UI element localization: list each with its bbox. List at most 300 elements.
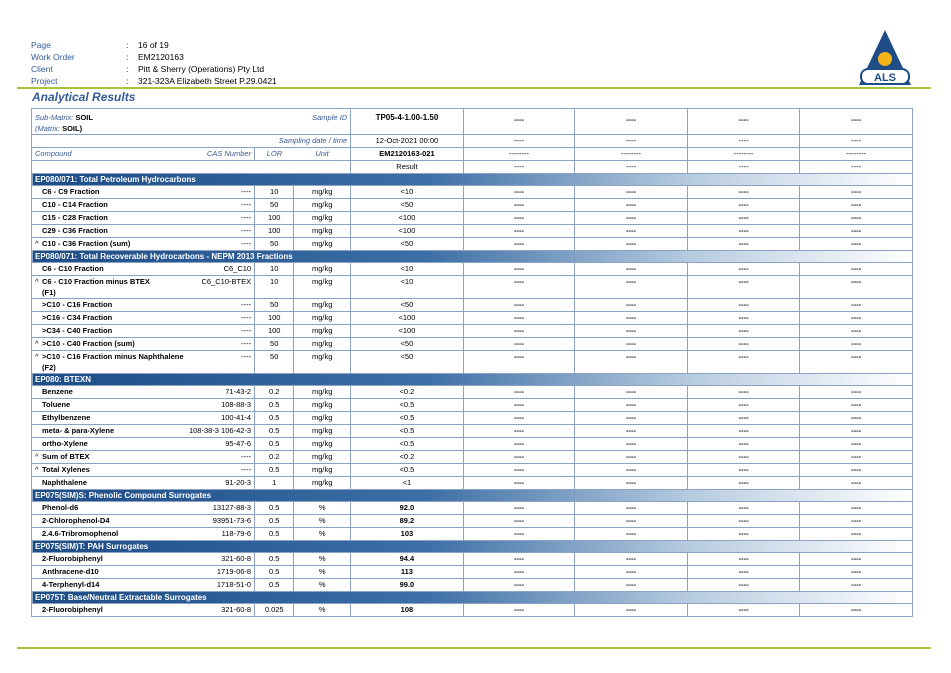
- result-value: <10: [351, 186, 464, 199]
- empty-result: ----: [463, 399, 575, 412]
- column-header-row: [32, 148, 913, 161]
- empty-result: ----: [463, 553, 575, 566]
- compound-cell: [32, 502, 117, 515]
- result-value: 103: [351, 528, 464, 541]
- result-value: <0.5: [351, 399, 464, 412]
- empty-date: ----: [463, 135, 575, 148]
- empty-result: ----: [800, 515, 913, 528]
- cas-number: C6_C10-BTEX: [116, 276, 254, 299]
- empty-result-header: ----: [800, 161, 913, 174]
- empty-date: ----: [575, 135, 688, 148]
- header-value: EM2120163: [138, 52, 184, 62]
- lab-id-value: EM2120163-021: [351, 148, 464, 161]
- unit-value: mg/kg: [294, 299, 351, 312]
- lor-value: 0.2: [255, 386, 294, 399]
- unit-value: %: [294, 515, 351, 528]
- header-label: Work Order: [31, 52, 75, 62]
- lor-value: 50: [255, 238, 294, 251]
- empty-result: ----: [800, 263, 913, 276]
- cas-number: ----: [116, 464, 254, 477]
- report-header: [31, 40, 277, 88]
- lor-value: 0.2: [255, 451, 294, 464]
- empty-result: ----: [575, 579, 688, 592]
- compound-name: C15 - C28 Fraction: [42, 213, 108, 222]
- unit-value: mg/kg: [294, 351, 351, 374]
- cas-number: 93951-73-6: [116, 515, 254, 528]
- empty-result: ----: [463, 186, 575, 199]
- empty-result: ----: [687, 528, 800, 541]
- compound-name-line2: (F1): [42, 288, 56, 297]
- compound-cell: [32, 325, 117, 338]
- unit-value: %: [294, 528, 351, 541]
- empty-result: ----: [687, 425, 800, 438]
- empty-result: ----: [800, 399, 913, 412]
- cas-number: 91-20-3: [116, 477, 254, 490]
- cas-number: 321-60-8: [116, 553, 254, 566]
- section-title: EP080/071: Total Petroleum Hydrocarbons: [32, 174, 913, 186]
- result-value: <0.5: [351, 412, 464, 425]
- result-value: <50: [351, 238, 464, 251]
- empty-result: ----: [463, 438, 575, 451]
- section-title: EP075(SIM)S: Phenolic Compound Surrogates: [32, 490, 913, 502]
- result-value: <0.5: [351, 425, 464, 438]
- empty-result: ----: [687, 386, 800, 399]
- result-header-spacer: [32, 161, 351, 174]
- page-title: Analytical Results: [32, 90, 136, 104]
- unit-value: mg/kg: [294, 477, 351, 490]
- table-row: [32, 338, 913, 351]
- lor-value: 100: [255, 312, 294, 325]
- lor-value: 50: [255, 299, 294, 312]
- compound-cell: [32, 438, 117, 451]
- empty-result: ----: [463, 464, 575, 477]
- compound-name: 2-Chlorophenol-D4: [42, 516, 110, 525]
- table-row: [32, 477, 913, 490]
- als-logo: [855, 28, 915, 88]
- result-header-row: [32, 161, 913, 174]
- table-row: [32, 515, 913, 528]
- result-value: <100: [351, 225, 464, 238]
- compound-cell: [32, 199, 117, 212]
- table-row: [32, 263, 913, 276]
- empty-result: ----: [687, 464, 800, 477]
- empty-result: ----: [687, 338, 800, 351]
- result-header: Result: [351, 161, 464, 174]
- lor-value: 100: [255, 325, 294, 338]
- empty-lab-id: --------: [463, 148, 575, 161]
- empty-result: ----: [463, 338, 575, 351]
- empty-result-header: ----: [575, 161, 688, 174]
- unit-value: mg/kg: [294, 438, 351, 451]
- compound-name: Sum of BTEX: [42, 452, 90, 461]
- cas-number: ----: [116, 212, 254, 225]
- cas-number: 1718-51-0: [116, 579, 254, 592]
- unit-value: mg/kg: [294, 212, 351, 225]
- table-row: [32, 399, 913, 412]
- compound-header: Compound: [32, 148, 117, 161]
- empty-date: ----: [687, 135, 800, 148]
- empty-result: ----: [575, 566, 688, 579]
- empty-result: ----: [463, 451, 575, 464]
- table-row: [32, 451, 913, 464]
- compound-cell: [32, 604, 117, 617]
- lor-value: 0.5: [255, 438, 294, 451]
- table-row: [32, 579, 913, 592]
- compound-name: ortho-Xylene: [42, 439, 88, 448]
- compound-cell: [32, 528, 117, 541]
- unit-value: mg/kg: [294, 186, 351, 199]
- empty-result: ----: [575, 477, 688, 490]
- empty-result: ----: [800, 604, 913, 617]
- empty-result: ----: [575, 386, 688, 399]
- empty-result: ----: [575, 438, 688, 451]
- compound-name: C10 - C36 Fraction (sum): [42, 239, 131, 248]
- empty-result: ----: [463, 263, 575, 276]
- empty-result: ----: [687, 238, 800, 251]
- sampling-label: Sampling date / time: [32, 135, 351, 148]
- compound-cell: [32, 477, 117, 490]
- unit-value: mg/kg: [294, 238, 351, 251]
- empty-result: ----: [463, 515, 575, 528]
- empty-result: ----: [687, 412, 800, 425]
- empty-result: ----: [575, 212, 688, 225]
- compound-name: Anthracene-d10: [42, 567, 99, 576]
- unit-value: %: [294, 553, 351, 566]
- empty-result: ----: [800, 351, 913, 374]
- empty-sample-id: ----: [463, 109, 575, 135]
- empty-result: ----: [463, 276, 575, 299]
- compound-cell: [32, 186, 117, 199]
- empty-result: ----: [463, 225, 575, 238]
- empty-result: ----: [687, 225, 800, 238]
- empty-result: ----: [575, 186, 688, 199]
- empty-result-header: ----: [687, 161, 800, 174]
- lor-value: 50: [255, 199, 294, 212]
- compound-cell: [32, 263, 117, 276]
- unit-value: %: [294, 604, 351, 617]
- header-value: Pitt & Sherry (Operations) Pty Ltd: [138, 64, 265, 74]
- unit-value: mg/kg: [294, 425, 351, 438]
- table-row: [32, 425, 913, 438]
- cas-number: ----: [116, 325, 254, 338]
- empty-result: ----: [687, 502, 800, 515]
- cas-number: ----: [116, 238, 254, 251]
- lor-value: 0.5: [255, 412, 294, 425]
- cas-number: 71-43-2: [116, 386, 254, 399]
- section-header: [32, 174, 913, 186]
- compound-name: C29 - C36 Fraction: [42, 226, 108, 235]
- lor-value: 10: [255, 186, 294, 199]
- unit-value: mg/kg: [294, 464, 351, 477]
- result-value: <50: [351, 351, 464, 374]
- compound-name: Benzene: [42, 387, 73, 396]
- table-row: [32, 412, 913, 425]
- empty-result: ----: [575, 515, 688, 528]
- table-row: [32, 312, 913, 325]
- header-colon: :: [126, 76, 129, 86]
- header-row-client: [31, 64, 277, 76]
- header-label: Project: [31, 76, 58, 86]
- unit-value: mg/kg: [294, 399, 351, 412]
- table-row: [32, 199, 913, 212]
- cas-header: CAS Number: [116, 148, 254, 161]
- submatrix-label: Sub-Matrix:: [35, 113, 74, 122]
- empty-result: ----: [575, 451, 688, 464]
- result-value: <100: [351, 212, 464, 225]
- empty-sample-id: ----: [687, 109, 800, 135]
- compound-cell: [32, 451, 117, 464]
- empty-result: ----: [575, 553, 688, 566]
- lor-value: 0.5: [255, 579, 294, 592]
- empty-result: ----: [463, 502, 575, 515]
- result-value: <10: [351, 263, 464, 276]
- table-row: [32, 186, 913, 199]
- empty-result: ----: [575, 604, 688, 617]
- empty-result: ----: [800, 425, 913, 438]
- result-value: <50: [351, 338, 464, 351]
- compound-cell: [32, 553, 117, 566]
- empty-result: ----: [463, 412, 575, 425]
- compound-cell: [32, 425, 117, 438]
- empty-result: ----: [687, 438, 800, 451]
- header-colon: :: [126, 40, 129, 50]
- result-value: <50: [351, 199, 464, 212]
- section-header: [32, 541, 913, 553]
- table-row: [32, 238, 913, 251]
- cas-number: 1719-06-8: [116, 566, 254, 579]
- unit-value: mg/kg: [294, 325, 351, 338]
- compound-name: C6 - C9 Fraction: [42, 187, 100, 196]
- result-value: 94.4: [351, 553, 464, 566]
- sampling-date-value: 12-Oct-2021 00:00: [351, 135, 464, 148]
- empty-result: ----: [687, 351, 800, 374]
- table-row: [32, 386, 913, 399]
- unit-value: mg/kg: [294, 199, 351, 212]
- result-value: <1: [351, 477, 464, 490]
- header-row-page: [31, 40, 277, 52]
- empty-result: ----: [687, 477, 800, 490]
- empty-result: ----: [800, 199, 913, 212]
- lor-value: 100: [255, 212, 294, 225]
- empty-result: ----: [463, 325, 575, 338]
- empty-result: ----: [463, 386, 575, 399]
- caret-mark: ^: [35, 339, 39, 348]
- lor-value: 50: [255, 351, 294, 374]
- empty-result: ----: [800, 477, 913, 490]
- empty-result: ----: [575, 199, 688, 212]
- unit-header: Unit: [294, 148, 351, 161]
- empty-result: ----: [575, 399, 688, 412]
- lor-value: 10: [255, 263, 294, 276]
- empty-result: ----: [463, 238, 575, 251]
- lor-value: 0.5: [255, 528, 294, 541]
- compound-name: 2.4.6-Tribromophenol: [42, 529, 119, 538]
- lor-value: 0.5: [255, 553, 294, 566]
- empty-result: ----: [800, 412, 913, 425]
- table-row: [32, 212, 913, 225]
- results-table: [31, 108, 913, 617]
- cas-number: 118-79-6: [116, 528, 254, 541]
- table-row: [32, 604, 913, 617]
- cas-number: ----: [116, 351, 254, 374]
- compound-cell: [32, 351, 184, 374]
- sample-id-value: TP05-4-1.00-1.50: [351, 109, 464, 135]
- result-value: <10: [351, 276, 464, 299]
- empty-result: ----: [687, 451, 800, 464]
- unit-value: mg/kg: [294, 225, 351, 238]
- empty-lab-id: --------: [687, 148, 800, 161]
- empty-result: ----: [463, 199, 575, 212]
- compound-name: >C10 - C16 Fraction: [42, 300, 113, 309]
- empty-result: ----: [463, 477, 575, 490]
- section-title: EP080/071: Total Recoverable Hydrocarbons - NEPM 2013 Fractions: [32, 251, 913, 263]
- unit-value: %: [294, 502, 351, 515]
- compound-cell: [32, 386, 117, 399]
- result-value: 108: [351, 604, 464, 617]
- empty-result: ----: [463, 566, 575, 579]
- empty-result: ----: [687, 399, 800, 412]
- empty-result: ----: [800, 438, 913, 451]
- empty-sample-id: ----: [800, 109, 913, 135]
- section-header: [32, 251, 913, 263]
- compound-name: C6 - C10 Fraction: [42, 264, 104, 273]
- compound-name: C10 - C14 Fraction: [42, 200, 108, 209]
- lor-value: 100: [255, 225, 294, 238]
- lor-value: 0.5: [255, 399, 294, 412]
- empty-lab-id: --------: [575, 148, 688, 161]
- caret-mark: ^: [35, 277, 39, 286]
- empty-result: ----: [687, 515, 800, 528]
- empty-result: ----: [800, 464, 913, 477]
- unit-value: mg/kg: [294, 451, 351, 464]
- empty-result: ----: [800, 212, 913, 225]
- result-value: 113: [351, 566, 464, 579]
- empty-result: ----: [463, 528, 575, 541]
- empty-result: ----: [800, 566, 913, 579]
- empty-result: ----: [463, 604, 575, 617]
- empty-result: ----: [687, 212, 800, 225]
- cas-number: 95-47-6: [116, 438, 254, 451]
- matrix-value: SOIL): [62, 124, 83, 133]
- empty-result: ----: [463, 425, 575, 438]
- empty-result: ----: [800, 386, 913, 399]
- empty-sample-id: ----: [575, 109, 688, 135]
- result-value: <0.2: [351, 386, 464, 399]
- section-header: [32, 592, 913, 604]
- compound-name: 2-Fluorobiphenyl: [42, 554, 103, 563]
- result-value: <0.5: [351, 464, 464, 477]
- cas-number: 100-41-4: [116, 412, 254, 425]
- result-value: 99.0: [351, 579, 464, 592]
- lor-value: 50: [255, 338, 294, 351]
- cas-number: ----: [116, 186, 254, 199]
- unit-value: mg/kg: [294, 338, 351, 351]
- table-row: [32, 566, 913, 579]
- unit-value: mg/kg: [294, 412, 351, 425]
- compound-cell: [32, 338, 135, 351]
- compound-name: >C34 - C40 Fraction: [42, 326, 113, 335]
- compound-cell: [32, 212, 117, 225]
- empty-result: ----: [687, 312, 800, 325]
- empty-result: ----: [800, 325, 913, 338]
- empty-result: ----: [800, 579, 913, 592]
- compound-cell: [32, 412, 117, 425]
- compound-name-line2: (F2): [42, 363, 56, 372]
- compound-name: C6 - C10 Fraction minus BTEX: [42, 277, 150, 286]
- lor-header: LOR: [255, 148, 294, 161]
- empty-result: ----: [687, 299, 800, 312]
- compound-name: Phenol-d6: [42, 503, 79, 512]
- cas-number: C6_C10: [116, 263, 254, 276]
- lor-value: 0.5: [255, 502, 294, 515]
- compound-cell: [32, 566, 117, 579]
- empty-result: ----: [687, 566, 800, 579]
- compound-cell: [32, 225, 117, 238]
- lor-value: 0.5: [255, 515, 294, 528]
- compound-name: meta- & para-Xylene: [42, 426, 115, 435]
- table-row: [32, 225, 913, 238]
- compound-cell: [32, 299, 117, 312]
- compound-name: >C16 - C34 Fraction: [42, 313, 113, 322]
- section-title: EP075(SIM)T: PAH Surrogates: [32, 541, 913, 553]
- empty-result: ----: [800, 276, 913, 299]
- section-header: [32, 374, 913, 386]
- compound-name: Total Xylenes: [42, 465, 90, 474]
- empty-result: ----: [800, 186, 913, 199]
- header-row-work-order: [31, 52, 277, 64]
- result-value: <100: [351, 325, 464, 338]
- results-body: [32, 109, 913, 617]
- cas-number: 108-88-3: [116, 399, 254, 412]
- empty-result: ----: [687, 199, 800, 212]
- empty-result: ----: [687, 186, 800, 199]
- table-row: [32, 276, 913, 299]
- lor-value: 0.025: [255, 604, 294, 617]
- empty-result: ----: [575, 225, 688, 238]
- empty-result: ----: [575, 263, 688, 276]
- compound-name: Naphthalene: [42, 478, 88, 487]
- table-row: [32, 325, 913, 338]
- empty-result: ----: [575, 412, 688, 425]
- empty-lab-id: --------: [800, 148, 913, 161]
- lor-value: 0.5: [255, 566, 294, 579]
- compound-name: >C10 - C40 Fraction (sum): [42, 339, 135, 348]
- cas-number: 321-60-8: [116, 604, 254, 617]
- header-value: 16 of 19: [138, 40, 169, 50]
- matrix-cell: [32, 109, 255, 135]
- empty-result: ----: [687, 263, 800, 276]
- empty-result: ----: [575, 528, 688, 541]
- lor-value: 10: [255, 276, 294, 299]
- unit-value: %: [294, 566, 351, 579]
- matrix-label: (Matrix:: [35, 124, 60, 133]
- lor-value: 1: [255, 477, 294, 490]
- empty-result: ----: [575, 464, 688, 477]
- compound-cell: [32, 579, 117, 592]
- lor-value: 0.5: [255, 425, 294, 438]
- empty-result: ----: [687, 579, 800, 592]
- unit-value: %: [294, 579, 351, 592]
- empty-result: ----: [575, 338, 688, 351]
- empty-result: ----: [575, 312, 688, 325]
- empty-result: ----: [575, 299, 688, 312]
- empty-result: ----: [575, 325, 688, 338]
- unit-value: mg/kg: [294, 386, 351, 399]
- unit-value: mg/kg: [294, 276, 351, 299]
- sampling-date-row: [32, 135, 913, 148]
- header-colon: :: [126, 64, 129, 74]
- compound-name: 4-Terphenyl-d14: [42, 580, 100, 589]
